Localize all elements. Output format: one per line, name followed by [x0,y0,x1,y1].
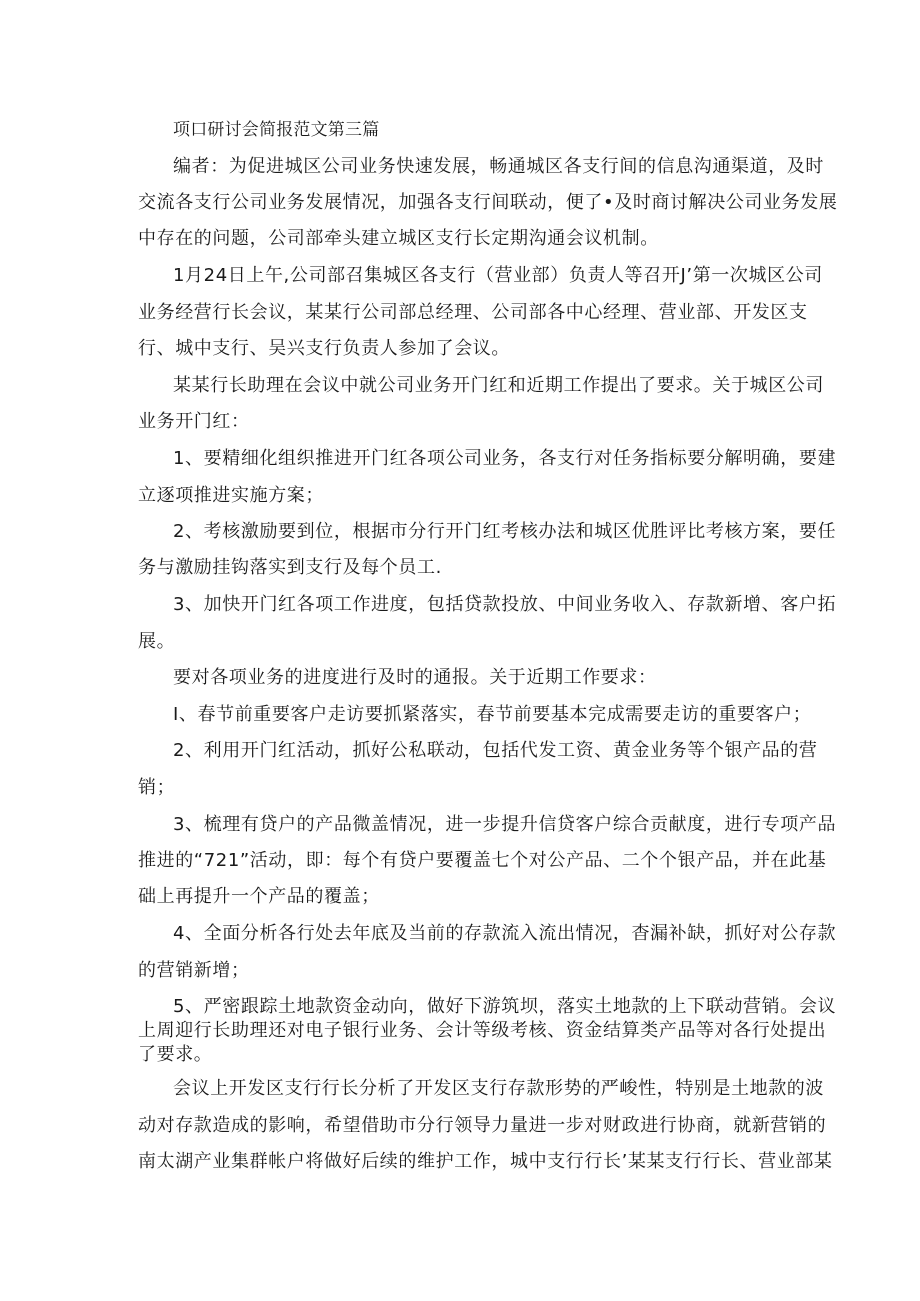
list-item-line: 展。 [138,631,176,652]
paragraph-line: 编者：为促进城区公司业务快速发展，畅通城区各支行间的信息沟通渠道，及时 [173,156,824,177]
paragraph-line: 行、城中支行、吴兴支行负责人参加了会议。 [138,338,510,359]
paragraph-line: 1月24日上午,公司部召集城区各支行（营业部）负责人等召开J’第一次城区公司 [173,265,823,286]
list-item-line: 2、考核激励要到位，根据市分行开门红考核办法和城区优胜评比考核方案，要任 [173,521,837,542]
list-item-line: 3、加快开门红各项工作进度，包括贷款投放、中间业务收入、存款新增、客户拓 [173,594,837,615]
list-item-line: 础上再提升一个产品的覆盖； [138,886,380,907]
paragraph-line: 要对各项业务的进度进行及时的通报。关于近期工作要求： [173,667,657,688]
paragraph-line: 南太湖产业集群帐户将做好后续的维护工作，城中支行行长’某某支行行长、营业部某 [138,1151,833,1172]
list-item-line: 4、全面分析各行处去年底及当前的存款流入流出情况，杳漏补缺，抓好对公存款 [173,923,837,944]
document-title: 项口研讨会简报范文第三篇 [173,120,380,140]
list-item-line: 5、严密跟踪土地款资金动向，做好下游筑坝，落实土地款的上下联动营销。会议 [173,996,837,1017]
list-item-line: 销； [138,777,176,798]
list-item-line: 1、要精细化组织推进开门红各项公司业务，各支行对任务指标要分解明确，要建 [173,448,837,469]
paragraph-line: 中存在的问题，公司部牵头建立城区支行长定期沟通会议机制。 [138,228,659,249]
list-item-line: 的营销新增； [138,960,250,981]
paragraph-line: 某某行长助理在会议中就公司业务开门红和近期工作提出了要求。关于城区公司 [173,375,824,396]
paragraph-line: 会议上开发区支行行长分析了开发区支行存款形势的严峻性，特别是土地款的波 [173,1078,824,1099]
paragraph-line: 动对存款造成的影响，希望借助市分行领导力量进一步对财政进行协商，就新营销的 [138,1115,827,1136]
paragraph-line: 业务开门红： [138,411,250,432]
list-item-line: 立逐项推进实施方案； [138,485,324,506]
paragraph-line: 交流各支行公司业务发展情况，加强各支行间联动，便了•及时商讨解决公司业务发展 [138,192,838,213]
list-item-line: I、春节前重要客户走访要抓紧落实，春节前要基本完成需要走访的重要客户； [173,704,812,725]
list-item-line: 务与激励挂钩落实到支行及每个员工. [138,557,442,578]
list-item-line: 3、梳理有贷户的产品微盖情况，进一步提升信贷客户综合贡献度，进行专项产品 [173,814,837,835]
list-item-line: 推进的“721”活动，即：每个有贷户要覆盖七个对公产品、二个个银产品，并在此基 [138,850,827,871]
paragraph-line: 业务经营行长会议，某某行公司部总经理、公司部各中心经理、营业部、开发区支 [138,302,808,323]
list-item-line: 上周迎行长助理还对电子银行业务、会计等级考核、资金结算类产品等对各行处提出 [138,1020,827,1041]
list-item-line: 2、利用开门红活动，抓好公私联动，包括代发工资、黄金业务等个银产品的营 [173,740,818,761]
list-item-line: 了要求。 [138,1044,213,1065]
